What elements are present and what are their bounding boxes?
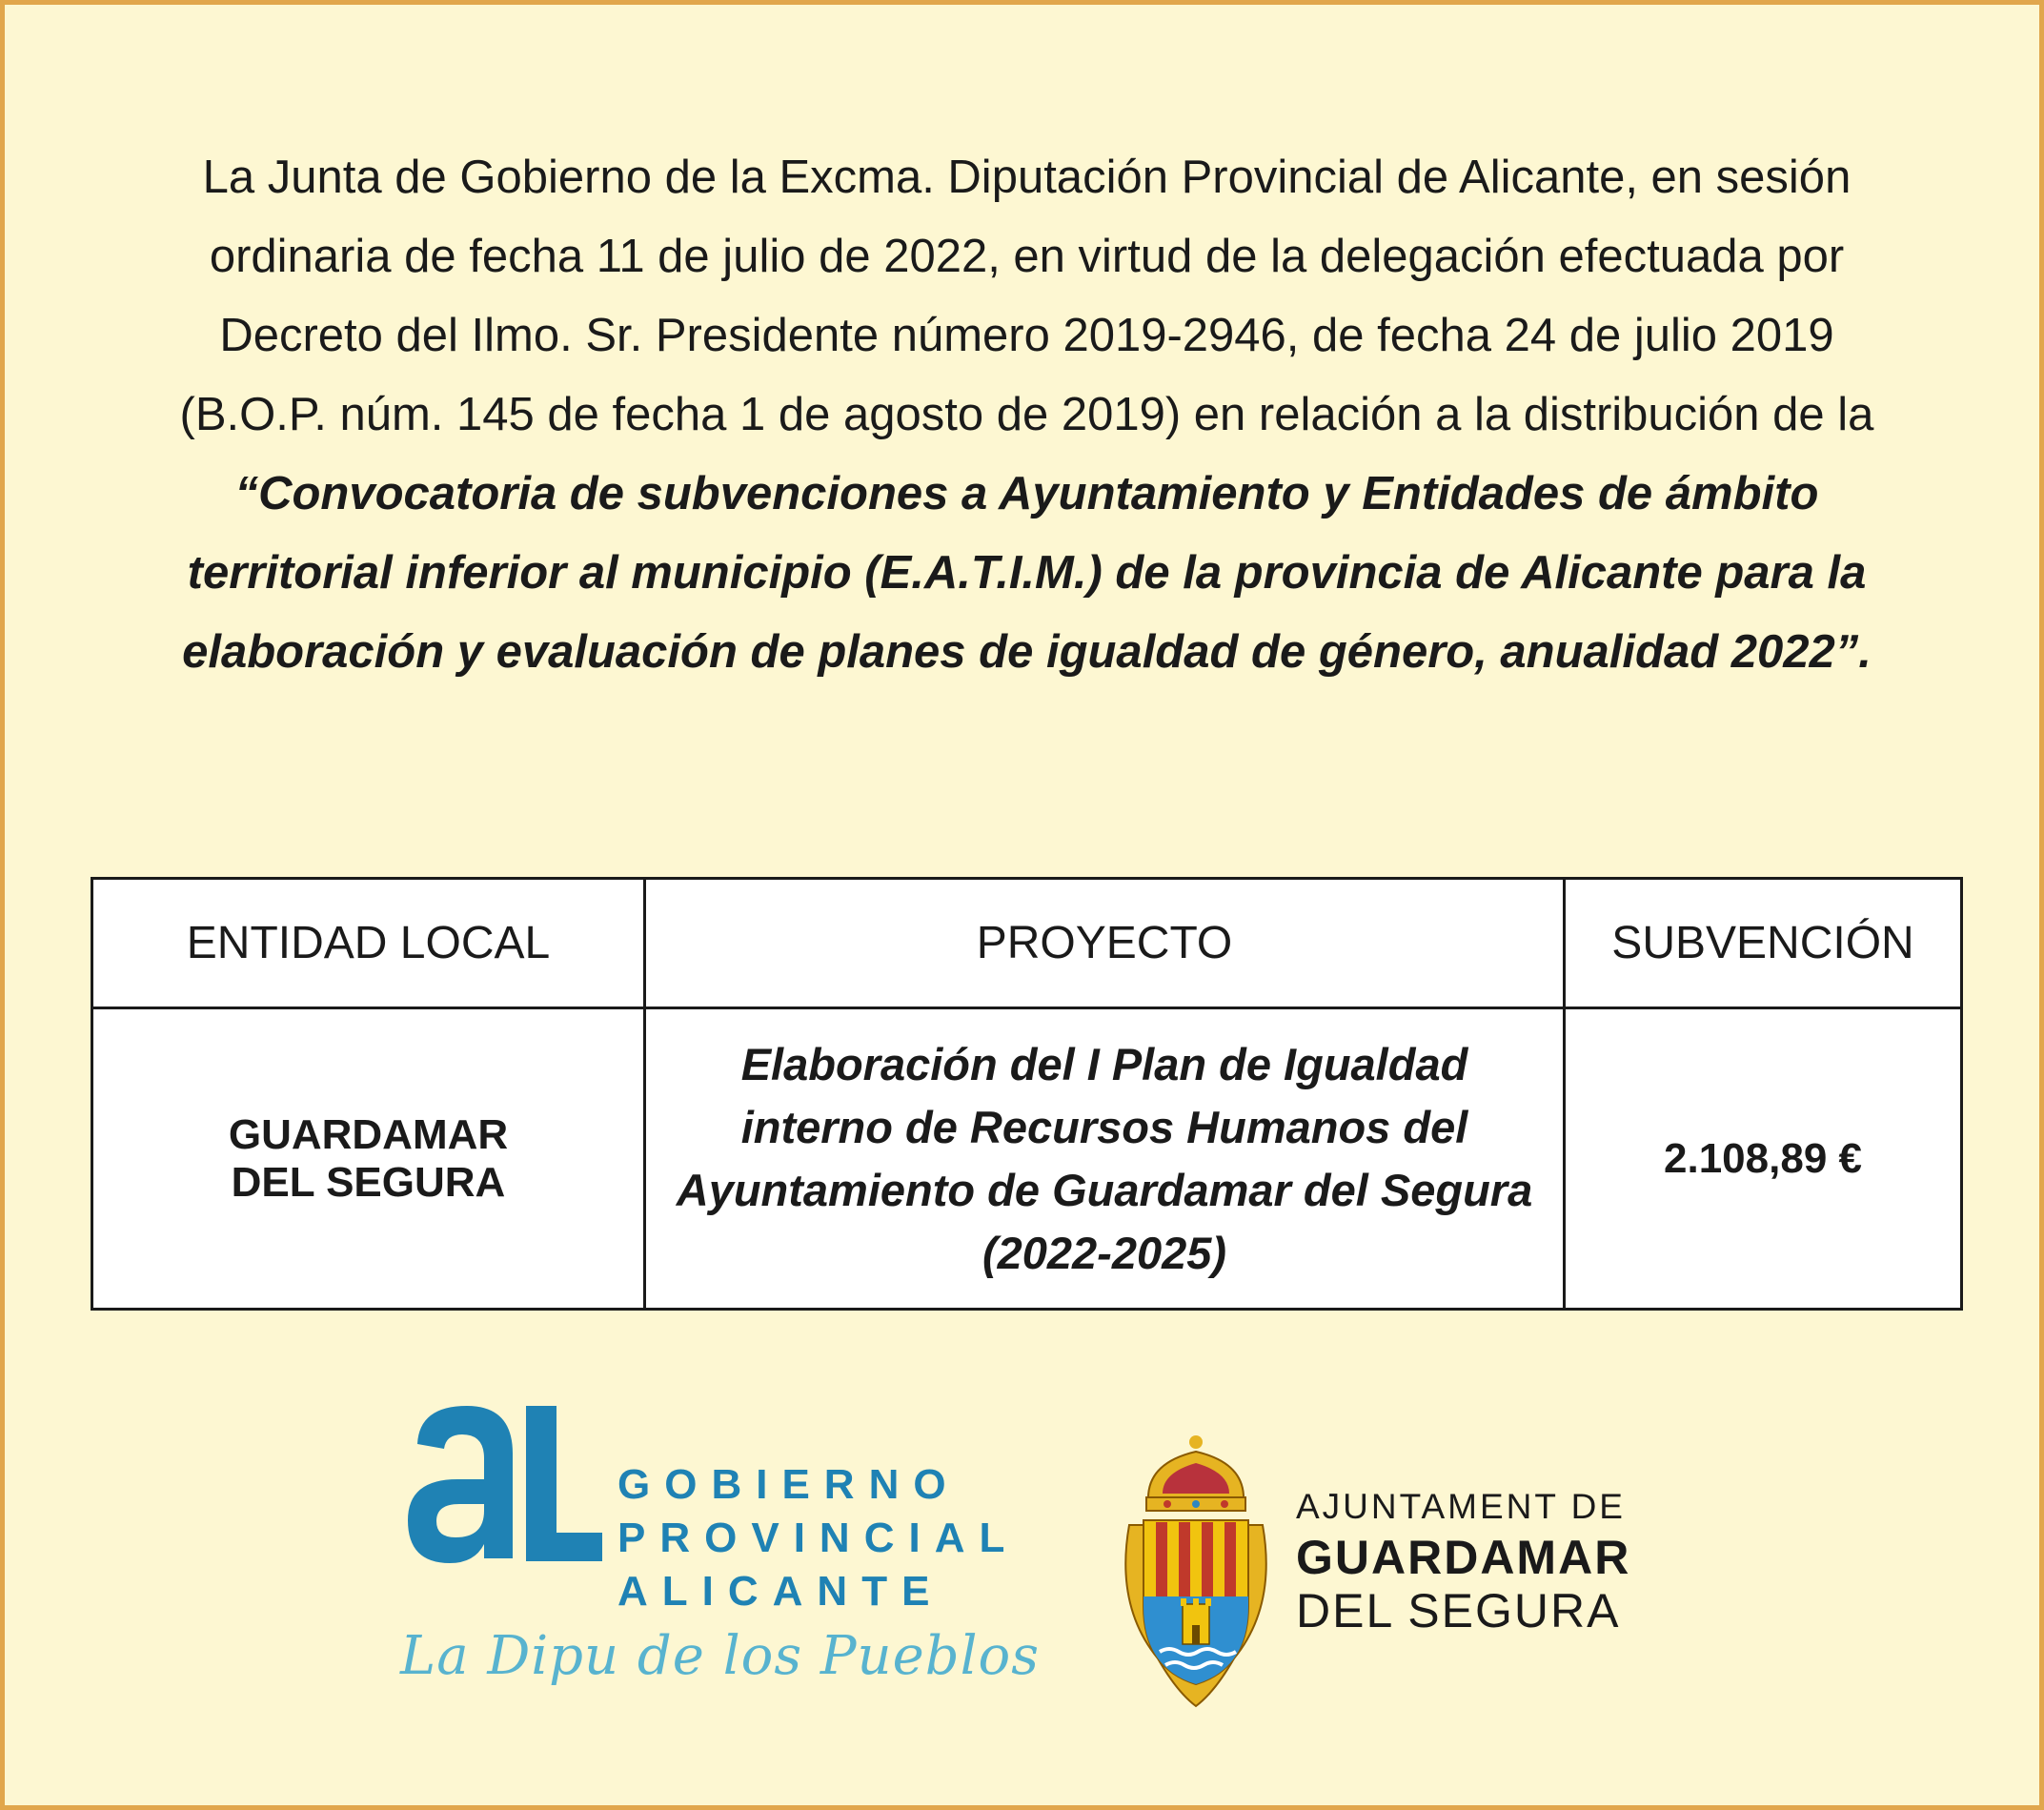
entity-line2: DEL SEGURA [231,1158,506,1206]
guardamar-name [1296,1482,1630,1638]
guardamar-logo [1120,1434,1672,1720]
guardamar-line1: AJUNTAMENT DE [1296,1487,1626,1526]
cell-entity [92,1008,645,1310]
call-title: “Convocatoria de subvenciones a Ayuntamiento y Entidades de ámbito territorial inferior al municipio (E.A.T.I.M.) de la provincia de Alicante para la elaboración y evaluación de planes de igualdad de género, anualidad 2022”. [182,468,1872,678]
dipu-line3: ALICANTE [617,1568,944,1615]
intro-text: La Junta de Gobierno de la Excma. Diputación Provincial de Alicante, en sesión ordinaria de fecha 11 de julio de 2022, en virtud de la delegación efectuada por Decreto del Ilmo. Sr. Presidente número 2019-2946, de fecha 24 de julio 2019 (B.O.P. núm. 145 de fecha 1 de agosto de 2019) en relación a la distribución de la [179,152,1874,440]
table-row [92,1008,1962,1310]
cell-amount: 2.108,89 € [1565,1008,1962,1310]
grant-table [91,877,1963,1311]
cell-project: Elaboración del I Plan de Igualdad interno de Recursos Humanos del Ayuntamiento de Guardamar del Segura (2022-2025) [645,1008,1565,1310]
dipu-line2: PROVINCIAL [617,1515,1020,1561]
header-entity: ENTIDAD LOCAL [92,879,645,1008]
entity-line1: GUARDAMAR [228,1110,509,1158]
dipu-slogan: La Dipu de los Pueblos [400,1625,1040,1687]
coat-of-arms-icon [1120,1434,1272,1711]
dipu-line1: GOBIERNO [617,1461,961,1508]
header-amount: SUBVENCIÓN [1565,879,1962,1008]
dipu-logo [400,1401,1040,1706]
table-header-row [92,879,1962,1008]
intro-paragraph [148,138,1906,692]
header-project: PROYECTO [645,879,1565,1008]
guardamar-line3: DEL SEGURA [1296,1584,1621,1637]
dipu-al-mark-icon [400,1401,610,1592]
guardamar-line2: GUARDAMAR [1296,1531,1631,1584]
dipu-name [617,1458,1019,1618]
